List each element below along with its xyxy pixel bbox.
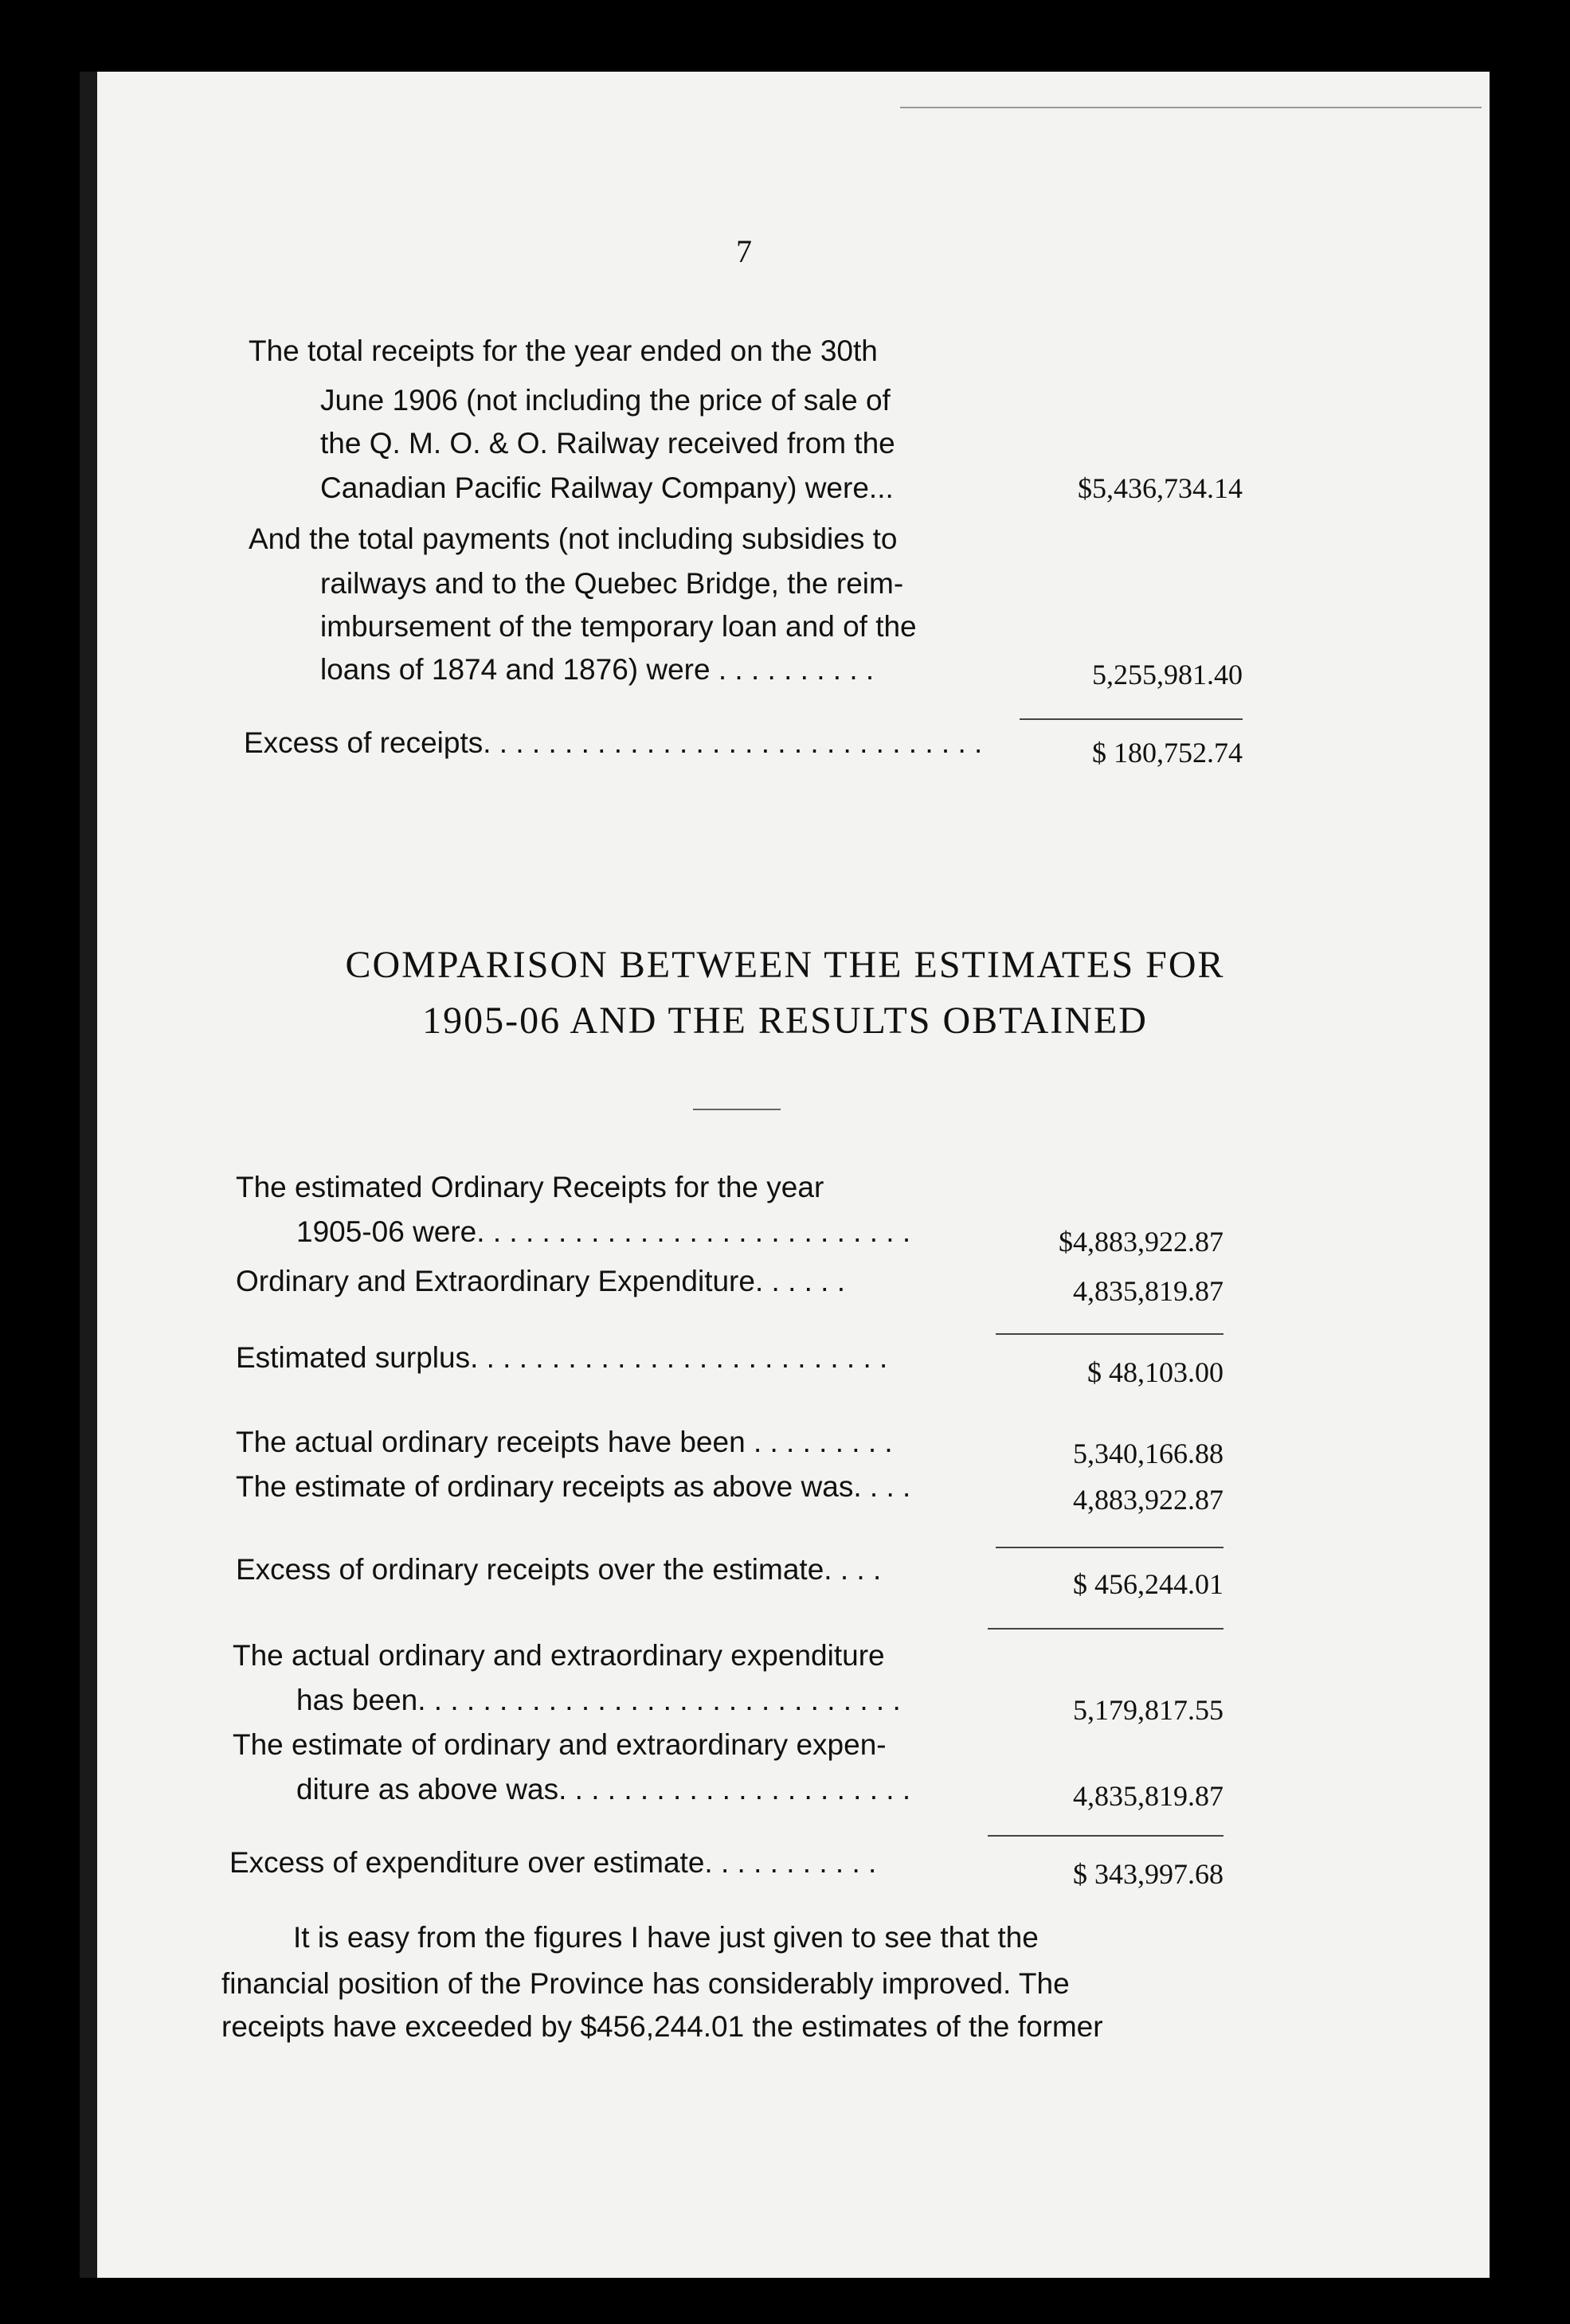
excess-expenditure-label: Excess of expenditure over estimate. . . . . . . . . . . (229, 1846, 877, 1879)
estimated-receipts-amount: $4,883,922.87 (1059, 1226, 1224, 1258)
actual-receipts-amount: 5,340,166.88 (1073, 1438, 1224, 1469)
estimated-receipts-amount-cell (988, 1225, 1224, 1265)
receipts-amount-cell (988, 471, 1243, 511)
estimate-expenditure-amount: 4,835,819.87 (1073, 1780, 1224, 1812)
receipts-line-1: The total receipts for the year ended on the 30th (249, 335, 878, 367)
payments-amount-cell (988, 658, 1243, 698)
estimated-surplus-amount-cell (988, 1356, 1224, 1395)
surplus-rule (996, 1333, 1224, 1335)
payments-line-4: loans of 1874 and 1876) were . . . . . . . . . . (320, 653, 875, 686)
estimated-surplus-amount: $ 48,103.00 (1087, 1356, 1224, 1388)
estimated-surplus-label: Estimated surplus. . . . . . . . . . . . . . . . . . . . . . . . . . (236, 1341, 888, 1374)
paragraph-line-2: financial position of the Province has considerably improved. The (221, 1967, 1070, 2000)
actual-receipts-amount-cell (988, 1437, 1224, 1477)
estimate-receipts-amount-cell (988, 1483, 1224, 1523)
excess-ordinary-receipts-amount: $ 456,244.01 (1073, 1568, 1224, 1600)
expenditure-top-rule (988, 1628, 1224, 1630)
estimated-receipts-line-2: 1905-06 were. . . . . . . . . . . . . . . . . . . . . . . . . . . (296, 1215, 911, 1248)
receipts-amount: $5,436,734.14 (1078, 472, 1243, 504)
estimate-expenditure-amount-cell (988, 1779, 1224, 1819)
excess-receipts-amount: $ 180,752.74 (1092, 737, 1243, 769)
estimated-expenditure-label: Ordinary and Extraordinary Expenditure. . . . . . (236, 1265, 846, 1297)
actual-expenditure-amount-cell (988, 1693, 1224, 1733)
page-number: 7 (736, 233, 752, 269)
comparison-heading-line-1: COMPARISON BETWEEN THE ESTIMATES FOR (345, 944, 1225, 986)
excess-receipts-rule (996, 1547, 1224, 1548)
excess-expenditure-rule (988, 1835, 1224, 1837)
total-rule (1020, 718, 1243, 720)
receipts-line-2: June 1906 (not including the price of sale of (320, 384, 891, 417)
estimated-receipts-line-1: The estimated Ordinary Receipts for the year (236, 1171, 824, 1203)
excess-receipts-label: Excess of receipts. . . . . . . . . . . . . . . . . . . . . . . . . . . . . . . (244, 726, 983, 759)
paragraph-line-3: receipts have exceeded by $456,244.01 the estimates of the former (221, 2010, 1103, 2043)
actual-expenditure-line-1: The actual ordinary and extraordinary expenditure (233, 1639, 885, 1672)
excess-receipts-amount-cell (988, 736, 1243, 776)
estimate-expenditure-line-2: diture as above was. . . . . . . . . . . . . . . . . . . . . . (296, 1773, 911, 1806)
estimate-receipts-amount: 4,883,922.87 (1073, 1484, 1224, 1516)
binding-edge (80, 72, 97, 2278)
actual-expenditure-amount: 5,179,817.55 (1073, 1694, 1224, 1726)
excess-ordinary-receipts-label: Excess of ordinary receipts over the estimate. . . . (236, 1553, 882, 1586)
estimated-expenditure-amount: 4,835,819.87 (1073, 1275, 1224, 1307)
actual-receipts-label: The actual ordinary receipts have been . . . . . . . . . (236, 1426, 893, 1458)
excess-expenditure-amount-cell (988, 1857, 1224, 1897)
receipts-line-3: the Q. M. O. & O. Railway received from the (320, 427, 895, 460)
payments-line-1: And the total payments (not including subsidies to (249, 522, 898, 555)
paragraph-line-1: It is easy from the figures I have just given to see that the (293, 1921, 1039, 1954)
page-edge-line (900, 107, 1482, 108)
receipts-line-4: Canadian Pacific Railway Company) were... (320, 471, 894, 504)
excess-expenditure-amount: $ 343,997.68 (1073, 1858, 1224, 1890)
payments-line-3: imbursement of the temporary loan and of the (320, 610, 917, 643)
estimate-expenditure-line-1: The estimate of ordinary and extraordinary expen- (233, 1728, 887, 1761)
payments-line-2: railways and to the Quebec Bridge, the reim- (320, 567, 904, 600)
estimated-expenditure-amount-cell (988, 1274, 1224, 1314)
payments-amount: 5,255,981.40 (1092, 659, 1243, 691)
comparison-heading-line-2: 1905-06 AND THE RESULTS OBTAINED (422, 1000, 1148, 1042)
excess-ordinary-receipts-amount-cell (988, 1567, 1224, 1607)
heading-divider (693, 1109, 781, 1110)
estimate-receipts-label: The estimate of ordinary receipts as above was. . . . (236, 1470, 911, 1503)
actual-expenditure-line-2: has been. . . . . . . . . . . . . . . . . . . . . . . . . . . . . . (296, 1684, 901, 1716)
